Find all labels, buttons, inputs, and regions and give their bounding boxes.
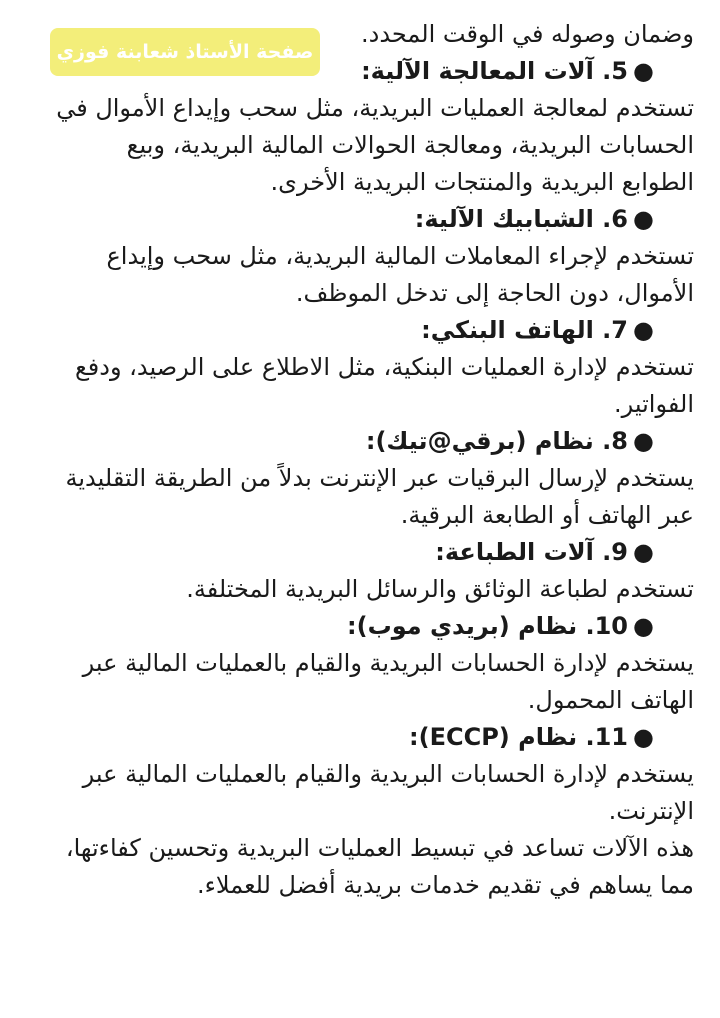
section-heading: ●8. نظام (برقي@تيك): (40, 423, 694, 460)
section-text: الإنترنت. (608, 797, 694, 825)
conclusion-text: مما يساهم في تقديم خدمات بريدية أفضل للعملاء. (196, 871, 694, 899)
section-text: الهاتف المحمول. (527, 686, 694, 714)
section-text: عبر الهاتف أو الطابعة البرقية. (400, 501, 694, 529)
section-text: تستخدم لطباعة الوثائق والرسائل البريدية المختلفة. (186, 575, 694, 603)
bullet-icon: ● (633, 57, 654, 85)
bullet-icon: ● (633, 723, 654, 751)
section-text: يستخدم لإدارة الحسابات البريدية والقيام بالعمليات المالية عبر (82, 649, 694, 677)
section-text: الأموال، دون الحاجة إلى تدخل الموظف. (295, 279, 694, 307)
bullet-icon: ● (633, 538, 654, 566)
bullet-icon: ● (633, 205, 654, 233)
section-6 (40, 201, 694, 312)
conclusion (40, 830, 694, 904)
section-heading: ●9. آلات الطباعة: (40, 534, 694, 571)
section-7 (40, 312, 694, 423)
section-text: الطوابع البريدية والمنتجات البريدية الأخرى. (270, 168, 694, 196)
intro-line: وضمان وصوله في الوقت المحدد. (361, 20, 694, 48)
conclusion-text: هذه الآلات تساعد في تبسيط العمليات البريدية وتحسين كفاءتها، (65, 834, 694, 862)
section-text: الفواتير. (614, 390, 694, 418)
section-text: يستخدم لإرسال البرقيات عبر الإنترنت بدلاً من الطريقة التقليدية (65, 464, 694, 492)
section-10 (40, 608, 694, 719)
section-text: تستخدم لإدارة العمليات البنكية، مثل الاطلاع على الرصيد، ودفع (75, 353, 694, 381)
bullet-icon: ● (633, 427, 654, 455)
section-text: الحسابات البريدية، ومعالجة الحوالات المالية البريدية، وبيع (126, 131, 694, 159)
bullet-icon: ● (633, 316, 654, 344)
section-heading: ●10. نظام (بريدي موب): (40, 608, 694, 645)
section-8 (40, 423, 694, 534)
section-heading: ●5. آلات المعالجة الآلية: (40, 53, 694, 90)
section-heading: ●11. نظام (ECCP): (40, 719, 694, 756)
section-text: تستخدم لإجراء المعاملات المالية البريدية، مثل سحب وإيداع (106, 242, 694, 270)
section-9 (40, 534, 694, 608)
section-text: يستخدم لإدارة الحسابات البريدية والقيام بالعمليات المالية عبر (82, 760, 694, 788)
section-heading: ●7. الهاتف البنكي: (40, 312, 694, 349)
section-heading: ●6. الشبابيك الآلية: (40, 201, 694, 238)
section-11 (40, 719, 694, 830)
section-text: تستخدم لمعالجة العمليات البريدية، مثل سحب وإيداع الأموال في (56, 94, 694, 122)
author-badge: صفحة الأستاذ شعابنة فوزي (50, 28, 320, 76)
bullet-icon: ● (633, 612, 654, 640)
